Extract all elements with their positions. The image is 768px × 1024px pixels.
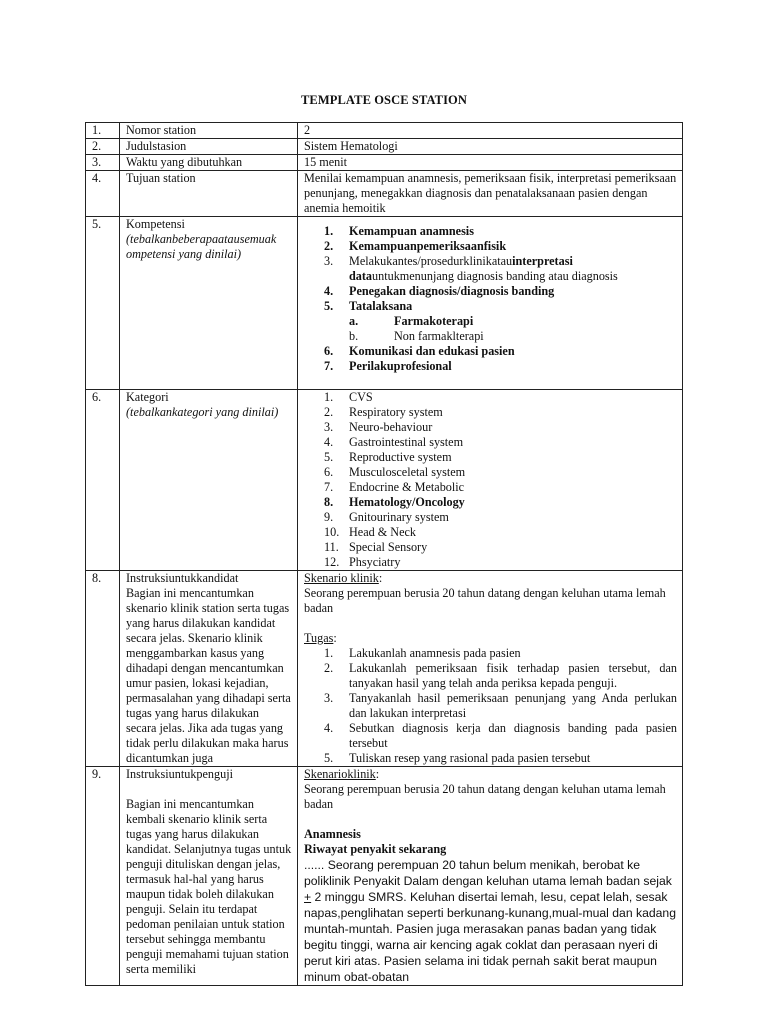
category-list xyxy=(304,390,677,570)
list-text: untukmenunjang diagnosis banding atau diagnosis xyxy=(372,269,618,283)
row-number: 5. xyxy=(86,217,120,390)
list-text: Lakukanlah anamnesis pada pasien xyxy=(349,646,521,660)
scenario-text: Seorang perempuan berusia 20 tahun datang dengan keluhan utama lemah badan xyxy=(304,782,666,811)
list-item xyxy=(304,254,677,284)
list-marker: 3. xyxy=(324,420,334,434)
list-text: Lakukanlah pemeriksaan fisik terhadap pasien tersebut, dan tanyakan hasil yang telah anda periksa kepada penguji. xyxy=(349,661,677,690)
list-text: Gastrointestinal system xyxy=(349,435,464,449)
list-item xyxy=(304,284,677,299)
list-marker: 1. xyxy=(324,646,334,660)
list-text: Farmakoterapi xyxy=(394,314,474,328)
row-number: 4. xyxy=(86,171,120,217)
row-note: (tebalkankategori yang dinilai) xyxy=(126,405,279,419)
table-row xyxy=(86,139,683,155)
list-item xyxy=(304,450,677,465)
list-text: Neuro-behaviour xyxy=(349,420,433,434)
list-text: Hematology/Oncology xyxy=(349,495,465,509)
list-marker: 4. xyxy=(324,284,334,298)
history-text-part: ...... Seorang perempuan 20 tahun belum menikah, berobat ke poliklinik Penyakit Dalam dengan keluhan utama lemah badan sejak xyxy=(304,858,672,888)
plus-minus-symbol: + xyxy=(304,890,312,904)
list-marker: 6. xyxy=(324,465,334,479)
list-marker: 11. xyxy=(324,540,339,554)
list-text: Tatalaksana xyxy=(349,299,413,313)
row-label-cell xyxy=(120,571,298,767)
list-item xyxy=(304,721,677,751)
list-text: Tanyakanlah hasil pemeriksaan penunjang yang Anda perlukan dan lakukan interpretasi xyxy=(349,691,677,720)
list-text: Special Sensory xyxy=(349,540,428,554)
list-marker: b. xyxy=(349,329,359,343)
row-note: (tebalkanbeberapaatausemuak ompetensi yang dinilai) xyxy=(126,232,277,261)
list-text: Komunikasi dan edukasi pasien xyxy=(349,344,515,358)
row-description: Bagian ini mencantumkan skenario klinik station serta tugas yang harus dilakukan kandidat secara jelas. Skenario klinik menggambarkan kasus yang dihadapi dengan mencantumkan umur pasien, lokasi kejadian, permasalahan yang dihadapi serta tugas yang harus dilakukan secara jelas. Jika ada tugas yang tidak perlu dilakukan maka harus dicantumkan juga xyxy=(126,586,291,765)
list-text: CVS xyxy=(349,390,373,404)
list-marker: 5. xyxy=(324,299,334,313)
list-marker: 5. xyxy=(324,450,334,464)
row-label: Kompetensi xyxy=(126,217,185,231)
row-value: Sistem Hematologi xyxy=(298,139,683,155)
list-item xyxy=(304,540,677,555)
list-text: Gnitourinary system xyxy=(349,510,449,524)
list-item xyxy=(304,390,677,405)
row-label-cell xyxy=(120,390,298,571)
document-title: TEMPLATE OSCE STATION xyxy=(300,93,468,107)
osce-table xyxy=(85,122,683,986)
list-text: Kemampuan anamnesis xyxy=(349,224,474,238)
list-text: Endocrine & Metabolic xyxy=(349,480,465,494)
list-marker: 7. xyxy=(324,359,334,373)
table-row xyxy=(86,390,683,571)
examiner-cell: Skenarioklinik: Seorang perempuan berusia 20 tahun datang dengan keluhan utama lemah badan Anamnesis Riwayat penyakit sekarang ...... Seorang perempuan 20 tahun belum menikah, berobat ke poliklinik Penyakit Dalam dengan keluhan utama lemah badan sejak + 2 minggu SMRS. Keluhan disertai lemah, lesu, cepat lelah, sesak napas,penglihatan seperti berkunang-kunang,mual-mual dan kadang muntah-muntah. Pasien juga merasakan panas badan yang tidak begitu tinggi, warna air kencing agak coklat dan perasaan nyeri di perut kiri atas. Pasien selama ini tidak pernah sakit berat maupun minum obat-obatan xyxy=(298,767,683,986)
list-marker: 4. xyxy=(324,721,334,735)
list-text: Non farmaklterapi xyxy=(394,329,484,343)
list-marker: 2. xyxy=(324,661,334,675)
row-label: Tujuan station xyxy=(120,171,298,217)
list-marker: 1. xyxy=(324,224,334,238)
anamnesis-heading: Anamnesis xyxy=(304,827,361,841)
list-marker: 9. xyxy=(324,510,334,524)
table-row xyxy=(86,123,683,139)
list-marker: 1. xyxy=(324,390,334,404)
category-cell xyxy=(298,390,683,571)
scenario-text: Seorang perempuan berusia 20 tahun datang dengan keluhan utama lemah badan xyxy=(304,586,666,615)
scenario-heading: Skenario klinik xyxy=(304,571,379,585)
list-text-bold: interpretasi data xyxy=(349,254,573,283)
row-number: 6. xyxy=(86,390,120,571)
row-label: Waktu yang dibutuhkan xyxy=(120,155,298,171)
list-marker: 2. xyxy=(324,239,334,253)
list-item xyxy=(304,751,677,766)
row-label: Instruksiuntukpenguji xyxy=(126,767,233,781)
row-label: Kategori xyxy=(126,390,169,404)
list-text: Tuliskan resep yang rasional pada pasien tersebut xyxy=(349,751,591,765)
list-item xyxy=(304,435,677,450)
row-label: Nomor station xyxy=(120,123,298,139)
list-text: Head & Neck xyxy=(349,525,417,539)
row-value: Menilai kemampuan anamnesis, pemeriksaan fisik, interpretasi pemeriksaan penunjang, menegakkan diagnosis dan penatalaksanaan pasien dengan anemia hemoitik xyxy=(298,171,683,217)
row-label: Instruksiuntukkandidat xyxy=(126,571,239,585)
list-text: Penegakan diagnosis/diagnosis banding xyxy=(349,284,555,298)
row-number: 9. xyxy=(86,767,120,986)
table-row xyxy=(86,217,683,390)
instruction-cell: Skenario klinik: Seorang perempuan berusia 20 tahun datang dengan keluhan utama lemah badan Tugas: 1. Lakukanlah anamnesis pada pasien 2. Lakukanlah pemeriksaan fisik terhadap pasien tersebut, dan tanyakan hasil yang telah anda periksa kepada penguji. 3. Tanyakanlah hasil pemeriksaan penunjang yang Anda perlukan dan lakukan interpretasi 4. Sebutkan diagnosis kerja dan diagnosis banding pada pasien tersebut 5. Tuliskan resep yang rasional pada pasien tersebut xyxy=(298,571,683,767)
list-item xyxy=(304,661,677,691)
list-item xyxy=(304,239,677,254)
list-item xyxy=(304,224,677,239)
list-item xyxy=(304,344,677,359)
table-row xyxy=(86,767,683,986)
row-value: 2 xyxy=(298,123,683,139)
list-item xyxy=(349,329,677,344)
row-number: 3. xyxy=(86,155,120,171)
list-item xyxy=(304,525,677,540)
list-marker: 5. xyxy=(324,751,334,765)
list-item xyxy=(304,420,677,435)
list-text: Musculosceletal system xyxy=(349,465,466,479)
list-item xyxy=(304,646,677,661)
list-text: Melakukantes/prosedurklinikatau xyxy=(349,254,513,268)
list-marker: 8. xyxy=(324,495,334,509)
sub-list xyxy=(349,314,677,344)
list-marker: 2. xyxy=(324,405,334,419)
table-row xyxy=(86,171,683,217)
row-number: 8. xyxy=(86,571,120,767)
list-text: Sebutkan diagnosis kerja dan diagnosis banding pada pasien tersebut xyxy=(349,721,677,750)
list-item xyxy=(304,510,677,525)
list-marker: 4. xyxy=(324,435,334,449)
list-marker: 3. xyxy=(324,691,334,705)
row-number: 2. xyxy=(86,139,120,155)
list-marker: 6. xyxy=(324,344,334,358)
list-text: Perilakuprofesional xyxy=(349,359,452,373)
table-row xyxy=(86,155,683,171)
task-list xyxy=(304,646,677,766)
row-label-cell xyxy=(120,217,298,390)
list-item xyxy=(304,480,677,495)
history-text-part: 2 minggu SMRS. Keluhan disertai lemah, lesu, cepat lelah, sesak napas,penglihatan seperti berkunang-kunang,mual-mual dan kadang muntah-muntah. Pasien juga merasakan panas badan yang tidak begitu tinggi, warna air kencing agak coklat dan perasaan nyeri di perut kiri atas. Pasien selama ini tidak pernah sakit berat maupun minum obat-obatan xyxy=(304,890,676,984)
competency-cell xyxy=(298,217,683,390)
history-heading: Riwayat penyakit sekarang xyxy=(304,842,447,856)
list-item xyxy=(304,405,677,420)
list-marker: 10. xyxy=(324,525,340,539)
list-text: Kemampuanpemeriksaanfisik xyxy=(349,239,507,253)
list-text: Phsyciatry xyxy=(349,555,401,569)
row-label-cell xyxy=(120,767,298,986)
row-value: 15 menit xyxy=(298,155,683,171)
task-heading: Tugas xyxy=(304,631,334,645)
scenario-heading: Skenarioklinik xyxy=(304,767,376,781)
list-marker: 7. xyxy=(324,480,334,494)
list-item xyxy=(304,555,677,570)
list-marker: 3. xyxy=(324,254,334,268)
list-item xyxy=(304,465,677,480)
list-marker: 12. xyxy=(324,555,340,569)
competency-list xyxy=(304,224,677,374)
row-number: 1. xyxy=(86,123,120,139)
row-description: Bagian ini mencantumkan kembali skenario klinik serta tugas yang harus dilakukan kandidat. Selanjutnya tugas untuk penguji dituliskan dengan jelas, termasuk hal-hal yang harus maupun tidak boleh dilakukan penguji. Selain itu terdapat pedoman penilaian untuk station tersebut sehingga membantu penguji memahami tujuan station serta memiliki xyxy=(126,797,292,976)
list-marker: a. xyxy=(349,314,359,328)
table-row xyxy=(86,571,683,767)
list-text: Respiratory system xyxy=(349,405,443,419)
list-item xyxy=(304,359,677,374)
history-text xyxy=(304,857,677,985)
list-item xyxy=(304,299,677,344)
list-text: Reproductive system xyxy=(349,450,452,464)
list-item xyxy=(304,495,677,510)
list-item xyxy=(304,691,677,721)
row-label: Judulstasion xyxy=(120,139,298,155)
list-item xyxy=(349,314,677,329)
